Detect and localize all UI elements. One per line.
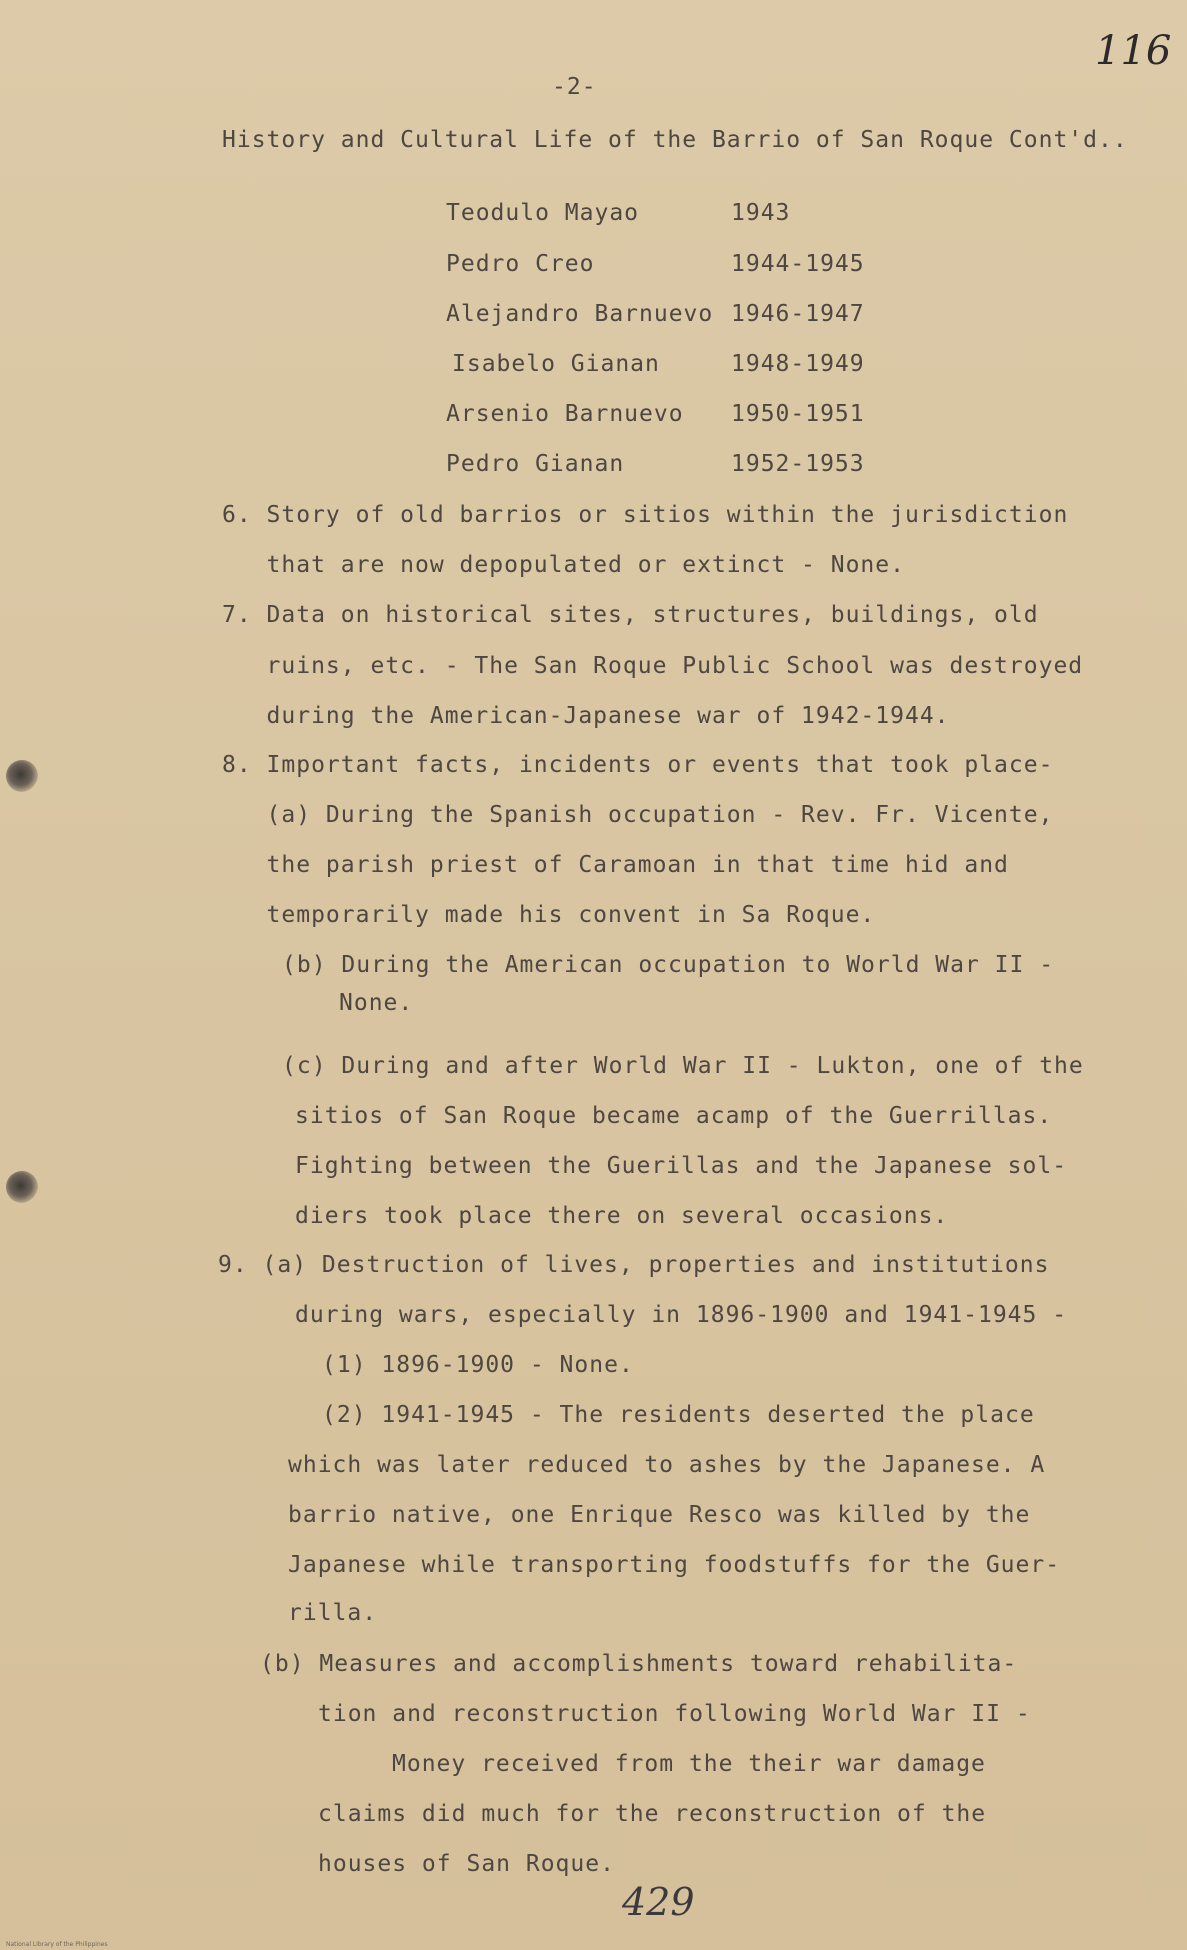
- official-name: Arsenio Barnuevo: [446, 401, 684, 427]
- punch-hole-icon: [6, 1171, 38, 1203]
- body-line: 9. (a) Destruction of lives, properties and institutions: [218, 1252, 1050, 1278]
- official-years: 1944-1945: [731, 251, 865, 277]
- official-name: Pedro Gianan: [446, 451, 625, 477]
- body-line: 7. Data on historical sites, structures, buildings, old: [222, 602, 1039, 628]
- body-line: (b) During the American occupation to World War II -: [282, 952, 1055, 978]
- body-line: Money received from the their war damage: [392, 1751, 986, 1777]
- body-line: during the American-Japanese war of 1942-1944.: [222, 703, 950, 729]
- body-line: sitios of San Roque became acamp of the Guerrillas.: [295, 1103, 1053, 1129]
- footer-credit: National Library of the Philippines: [6, 1941, 108, 1948]
- body-line: the parish priest of Caramoan in that time hid and: [222, 852, 1009, 878]
- handwritten-page-number: 116: [1095, 28, 1172, 74]
- body-line: (c) During and after World War II - Lukton, one of the: [282, 1053, 1084, 1079]
- official-years: 1946-1947: [731, 301, 865, 327]
- body-line: tion and reconstruction following World War II -: [318, 1701, 1031, 1727]
- body-line: houses of San Roque.: [318, 1851, 615, 1877]
- page-heading: History and Cultural Life of the Barrio of San Roque Cont'd..: [222, 127, 1128, 153]
- body-line: (1) 1896-1900 - None.: [322, 1352, 634, 1378]
- bottom-handwritten-number: 429: [622, 1880, 695, 1924]
- official-name: Alejandro Barnuevo: [446, 301, 714, 327]
- body-line: (b) Measures and accomplishments toward rehabilita-: [260, 1651, 1018, 1677]
- body-line: 8. Important facts, incidents or events that took place-: [222, 752, 1054, 778]
- body-line: that are now depopulated or extinct - None.: [222, 552, 905, 578]
- body-line: None.: [339, 990, 414, 1016]
- body-line: barrio native, one Enrique Resco was killed by the: [288, 1502, 1031, 1528]
- body-line: which was later reduced to ashes by the Japanese. A: [288, 1452, 1046, 1478]
- official-name: Isabelo Gianan: [452, 351, 660, 377]
- body-line: rilla.: [288, 1600, 378, 1626]
- body-line: (a) During the Spanish occupation - Rev. Fr. Vicente,: [222, 802, 1054, 828]
- page-label: -2-: [552, 74, 597, 100]
- official-years: 1952-1953: [731, 451, 865, 477]
- official-years: 1943: [731, 200, 791, 226]
- official-years: 1948-1949: [731, 351, 865, 377]
- body-line: ruins, etc. - The San Roque Public School was destroyed: [222, 653, 1084, 679]
- body-line: 6. Story of old barrios or sitios within the jurisdiction: [222, 502, 1069, 528]
- official-name: Teodulo Mayao: [446, 200, 640, 226]
- body-line: (2) 1941-1945 - The residents deserted the place: [322, 1402, 1035, 1428]
- official-name: Pedro Creo: [446, 251, 595, 277]
- body-line: claims did much for the reconstruction of the: [318, 1801, 987, 1827]
- body-line: diers took place there on several occasions.: [295, 1203, 949, 1229]
- body-line: during wars, especially in 1896-1900 and 1941-1945 -: [295, 1302, 1068, 1328]
- official-years: 1950-1951: [731, 401, 865, 427]
- body-line: temporarily made his convent in Sa Roque.: [222, 902, 876, 928]
- punch-hole-icon: [6, 760, 38, 792]
- body-line: Fighting between the Guerillas and the Japanese sol-: [295, 1153, 1068, 1179]
- body-line: Japanese while transporting foodstuffs for the Guer-: [288, 1552, 1061, 1578]
